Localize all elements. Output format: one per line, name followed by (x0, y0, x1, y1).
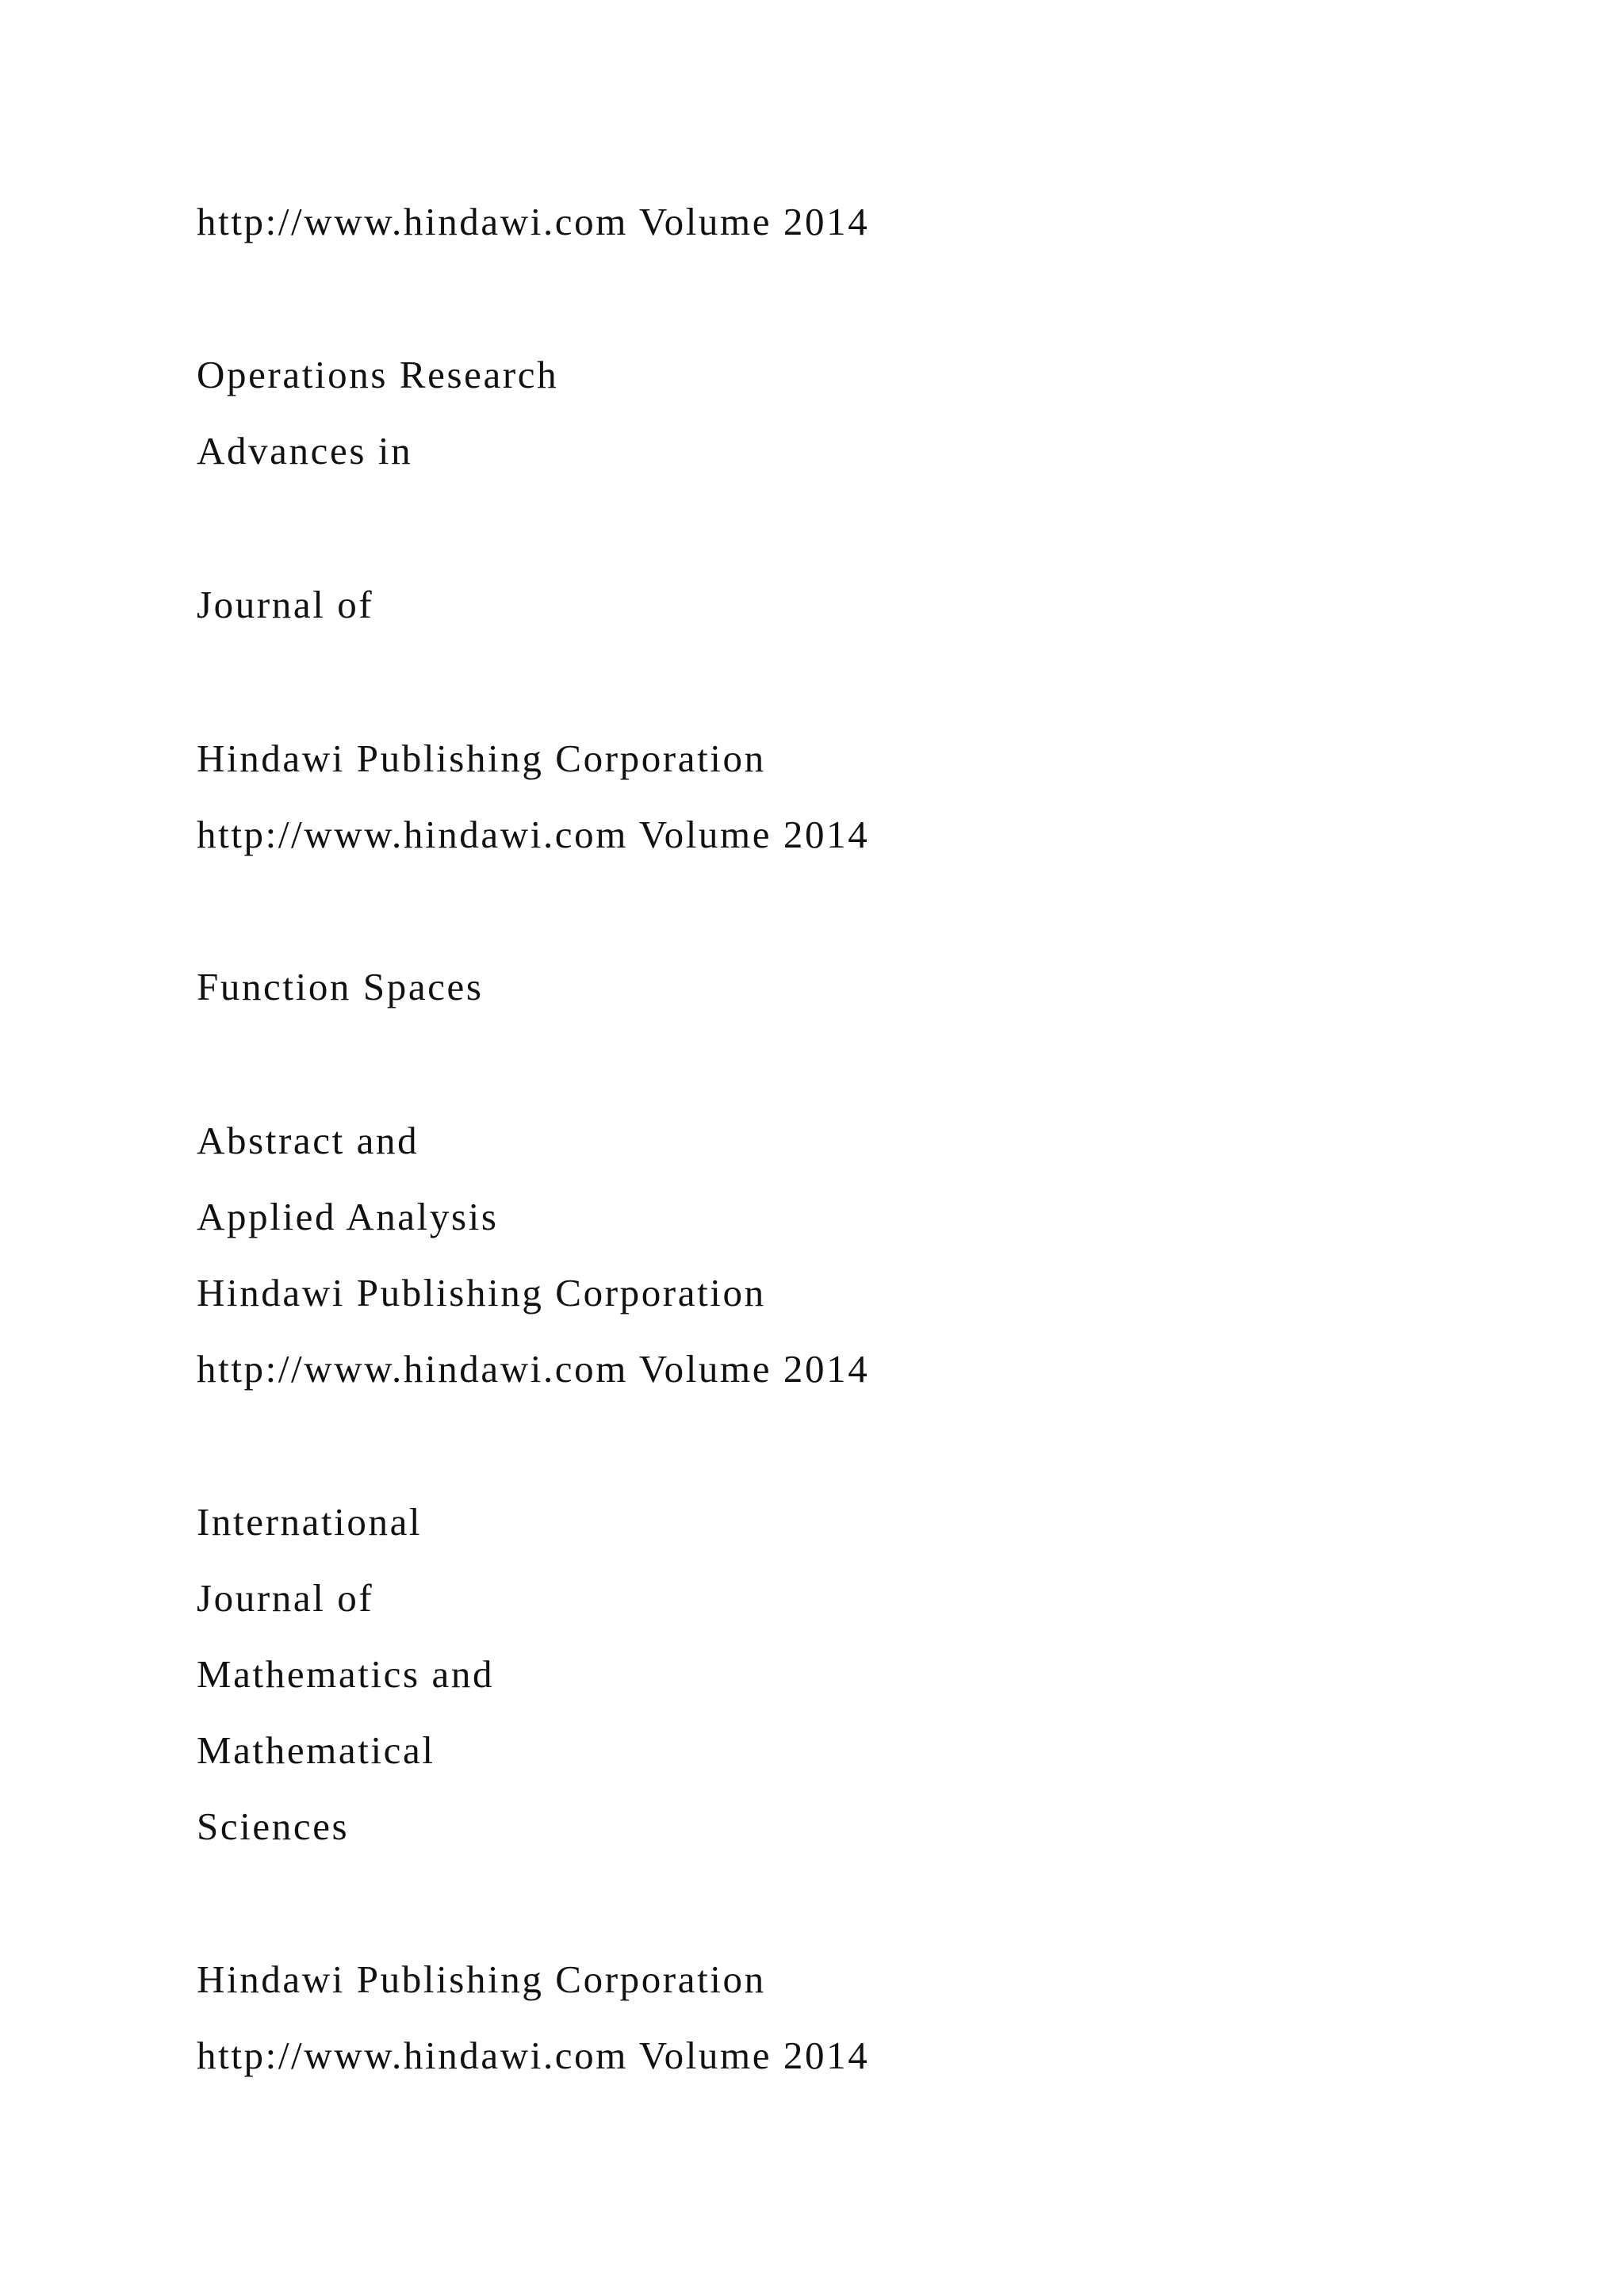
journal-title-line: International (197, 1500, 423, 1544)
journal-title-line: Journal of (197, 1576, 374, 1620)
journal-title-line: Mathematical (197, 1728, 435, 1772)
url-volume-line: http://www.hindawi.com Volume 2014 (197, 200, 870, 243)
journal-title-line: Operations Research (197, 353, 559, 396)
journal-title-line: Function Spaces (197, 965, 484, 1008)
journal-title-line: Applied Analysis (197, 1195, 499, 1238)
journal-title-line: Sciences (197, 1804, 350, 1848)
publisher-line: Hindawi Publishing Corporation (197, 1271, 766, 1314)
journal-title-line: Advances in (197, 429, 413, 473)
publisher-line: Hindawi Publishing Corporation (197, 1957, 766, 2001)
journal-title-line: Journal of (197, 583, 374, 626)
journal-title-line: Mathematics and (197, 1652, 495, 1696)
url-volume-line: http://www.hindawi.com Volume 2014 (197, 2034, 870, 2077)
publisher-line: Hindawi Publishing Corporation (197, 737, 766, 780)
journal-title-line: Abstract and (197, 1119, 419, 1162)
url-volume-line: http://www.hindawi.com Volume 2014 (197, 813, 870, 856)
url-volume-line: http://www.hindawi.com Volume 2014 (197, 1347, 870, 1391)
